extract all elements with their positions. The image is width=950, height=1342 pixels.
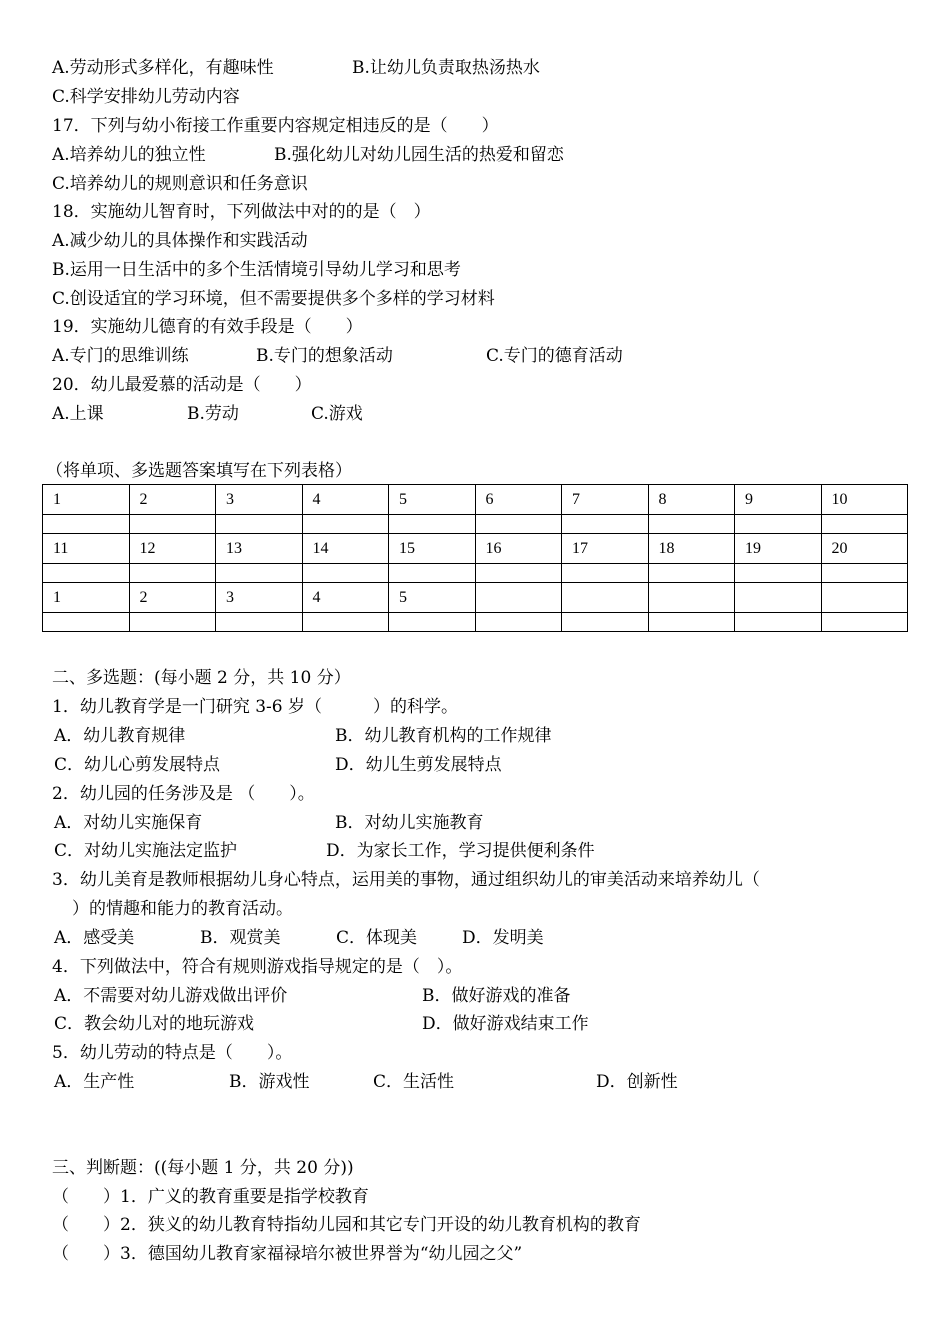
answer-cell[interactable] [562,515,649,534]
mc-q5-stem-text: 5．幼儿劳动的特点是（ ）。 [52,1043,293,1063]
mc-q3-option-c: C．体现美 [336,928,418,948]
answer-cell[interactable] [129,564,216,583]
mc-q3-option-a: A．感受美 [54,928,135,948]
answer-cell-label [562,583,649,613]
answer-cell-label: 14 [302,534,389,564]
mc-q1-option-d: D．幼儿生剪发展特点 [335,755,502,775]
mc-q2-option-a: A．对幼儿实施保育 [54,813,203,833]
answer-cell[interactable] [648,564,735,583]
q20-option-b: B.劳动 [187,404,239,424]
answer-cell[interactable] [389,613,476,632]
q20-option-a: A.上课 [52,404,104,424]
mc-q4-option-a: A．不需要对幼儿游戏做出评价 [54,986,288,1006]
mc-q4-option-d: D．做好游戏结束工作 [422,1014,589,1034]
answer-cell-label: 3 [216,583,303,613]
answer-cell-label: 10 [821,485,908,515]
answer-table-blank-row [43,515,908,534]
mc-q5-option-d: D．创新性 [596,1072,678,1092]
tf-item-1-text: （ ）1．广义的教育重要是指学校教育 [52,1187,369,1207]
mc-q1-option-b: B．幼儿教育机构的工作规律 [335,726,552,746]
mc-q5-option-c: C．生活性 [373,1072,455,1092]
answer-cell[interactable] [129,613,216,632]
q20-stem-text: 20．幼儿最爱慕的活动是（ ） [52,375,312,395]
mc-q1-option-a: A．幼儿教育规律 [54,726,186,746]
answer-cell[interactable] [562,564,649,583]
q16-option-b: B.让幼儿负责取热汤热水 [352,58,540,78]
mc-q1-option-c: C．幼儿心剪发展特点 [54,755,221,775]
answer-cell-label: 13 [216,534,303,564]
answer-cell[interactable] [648,613,735,632]
answer-cell-label: 19 [735,534,822,564]
mc-q5-option-a: A．生产性 [54,1072,135,1092]
answer-cell-label: 6 [475,485,562,515]
answer-cell[interactable] [735,613,822,632]
answer-table [42,484,908,632]
tf-item-3-text: （ ）3．德国幼儿教育家福禄培尔被世界誉为“幼儿园之父” [52,1244,523,1264]
answer-cell-label: 5 [389,583,476,613]
answer-cell-label [475,583,562,613]
answer-cell-label: 1 [43,485,130,515]
answer-cell[interactable] [735,564,822,583]
q16-option-c-text: C.科学安排幼儿劳动内容 [52,87,240,107]
tf-item-2-text: （ ）2．狭义的幼儿教育特指幼儿园和其它专门开设的幼儿教育机构的教育 [52,1215,641,1235]
answer-cell[interactable] [216,613,303,632]
answer-cell-label [648,583,735,613]
answer-cell-label: 9 [735,485,822,515]
answer-cell-label: 8 [648,485,735,515]
answer-cell[interactable] [43,515,130,534]
answer-cell-label: 4 [302,485,389,515]
q18-option-a-text: A.减少幼儿的具体操作和实践活动 [52,231,308,251]
mc-q2-stem-text: 2．幼儿园的任务涉及是 （ ）。 [52,784,315,804]
answer-table-caption-text: （将单项、多选题答案填写在下列表格） [46,461,352,481]
q18-stem-text: 18．实施幼儿智育时，下列做法中对的的是（ ） [52,202,431,222]
answer-cell-label: 2 [129,583,216,613]
answer-table-header-row [43,485,908,515]
answer-table-blank-row [43,564,908,583]
q17-stem-text: 17．下列与幼小衔接工作重要内容规定相违反的是（ ） [52,116,499,136]
q18-option-b-text: B.运用一日生活中的多个生活情境引导幼儿学习和思考 [52,260,461,280]
q18-option-c-text: C.创设适宜的学习环境，但不需要提供多个多样的学习材料 [52,289,495,309]
q17-option-c-text: C.培养幼儿的规则意识和任务意识 [52,174,308,194]
q19-stem-text: 19．实施幼儿德育的有效手段是（ ） [52,317,363,337]
q16-option-a: A.劳动形式多样化，有趣味性 [52,58,274,78]
mc-q3-option-d: D．发明美 [462,928,544,948]
mc-q4-option-c: C．教会幼儿对的地玩游戏 [54,1014,255,1034]
answer-cell-label: 17 [562,534,649,564]
q19-option-b: B.专门的想象活动 [256,346,393,366]
answer-table-blank-row [43,613,908,632]
multi-choice-header-text: 二、多选题：(每小题 2 分，共 10 分） [52,668,351,688]
answer-table-header-row [43,534,908,564]
answer-cell-label [735,583,822,613]
answer-cell-label [821,583,908,613]
mc-q4-stem-text: 4．下列做法中，符合有规则游戏指导规定的是（ ）。 [52,957,463,977]
answer-cell-label: 18 [648,534,735,564]
mc-q3-option-b: B．观赏美 [200,928,281,948]
answer-cell-label: 11 [43,534,130,564]
answer-cell[interactable] [562,613,649,632]
answer-cell[interactable] [302,613,389,632]
answer-cell-label: 7 [562,485,649,515]
answer-cell[interactable] [821,564,908,583]
answer-cell-label: 20 [821,534,908,564]
answer-cell[interactable] [216,564,303,583]
q17-option-a: A.培养幼儿的独立性 [52,145,206,165]
mc-q3-stem-text: 3．幼儿美育是教师根据幼儿身心特点，运用美的事物，通过组织幼儿的审美活动来培养幼儿（ [52,870,760,890]
mc-q2-option-c: C．对幼儿实施法定监护 [54,841,238,861]
answer-cell[interactable] [821,515,908,534]
answer-cell[interactable] [389,515,476,534]
q19-option-a: A.专门的思维训练 [52,346,189,366]
answer-cell-label: 5 [389,485,476,515]
mc-q3-stem-cont-text: ）的情趣和能力的教育活动。 [72,899,293,919]
answer-cell[interactable] [302,515,389,534]
answer-cell-label: 12 [129,534,216,564]
answer-cell[interactable] [475,613,562,632]
answer-cell-label: 2 [129,485,216,515]
answer-cell-label: 3 [216,485,303,515]
q17-option-b: B.强化幼儿对幼儿园生活的热爱和留恋 [274,145,564,165]
q19-option-c: C.专门的德育活动 [486,346,623,366]
answer-table-header-row [43,583,908,613]
answer-cell[interactable] [475,515,562,534]
mc-q4-option-b: B．做好游戏的准备 [422,986,571,1006]
answer-cell[interactable] [735,515,822,534]
mc-q2-option-d: D．为家长工作，学习提供便利条件 [326,841,595,861]
answer-cell[interactable] [216,515,303,534]
answer-cell-label: 15 [389,534,476,564]
answer-cell[interactable] [129,515,216,534]
mc-q2-option-b: B．对幼儿实施教育 [335,813,484,833]
mc-q1-stem-text: 1．幼儿教育学是一门研究 3-6 岁（ ）的科学。 [52,697,458,717]
answer-cell[interactable] [821,613,908,632]
q20-option-c: C.游戏 [311,404,363,424]
true-false-header-text: 三、判断题：((每小题 1 分，共 20 分)) [52,1158,354,1178]
answer-cell-label: 1 [43,583,130,613]
answer-cell[interactable] [43,613,130,632]
answer-cell-label: 16 [475,534,562,564]
mc-q5-option-b: B．游戏性 [229,1072,310,1092]
answer-cell[interactable] [648,515,735,534]
answer-cell[interactable] [389,564,476,583]
answer-cell-label: 4 [302,583,389,613]
answer-cell[interactable] [302,564,389,583]
answer-cell[interactable] [43,564,130,583]
answer-cell[interactable] [475,564,562,583]
